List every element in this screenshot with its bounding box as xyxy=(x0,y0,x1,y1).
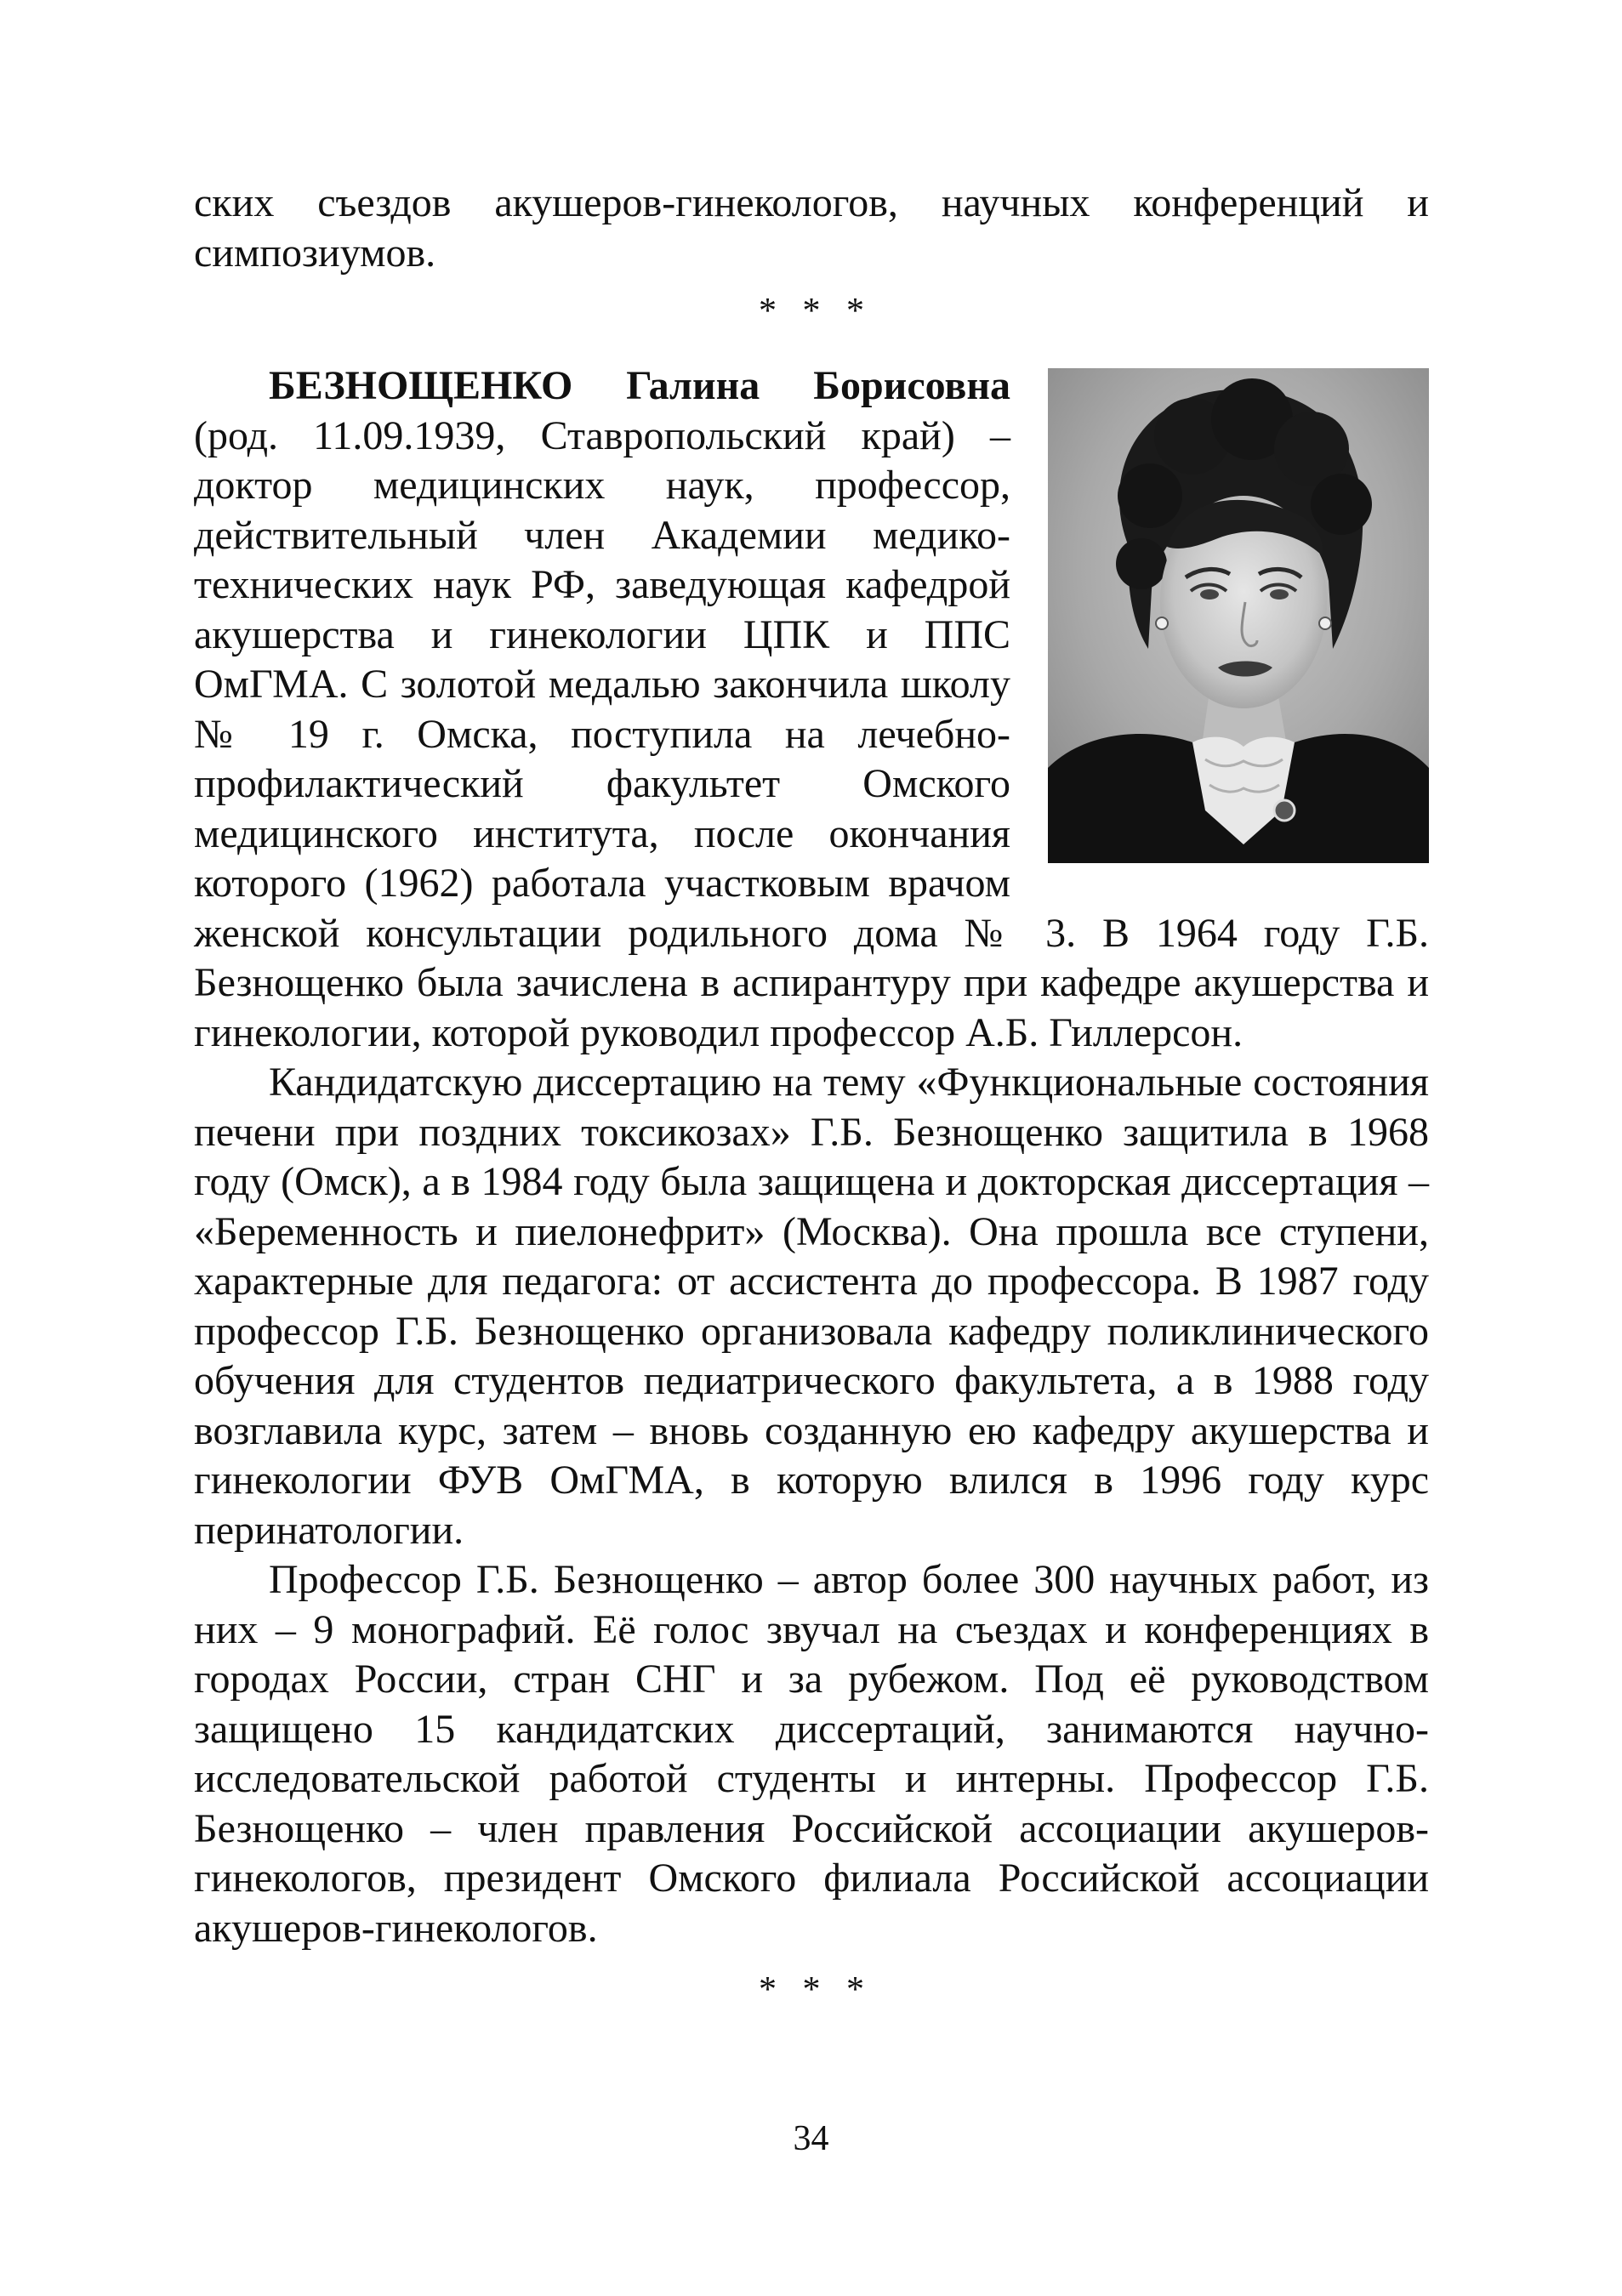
portrait-photo xyxy=(1048,368,1429,863)
biography-paragraph-2: Кандидатскую диссертацию на тему «Функциональные состояния печени при поздних токсикозах» Г.Б. Безнощенко защитила в 1968 году (Омск), а в 1984 году была защищена и докторская диссертация – «Беременность и пиелонефрит» (Москва). Она прошла все ступени, характерные для педагога: от ассистента до профессора. В 1987 году профессор Г.Б. Безнощенко организовала кафедру поликлинического обучения для студентов педиатрического факультета, а в 1988 году возглавила курс, затем – вновь созданную ею кафедру акушерства и гинекологии ФУВ ОмГМА, в которую влился в 1996 году курс перинатологии. xyxy=(194,1060,1429,1553)
biography-paragraph-3: Профессор Г.Б. Безнощенко – автор более 300 научных работ, из них – 9 монографий. Её голос звучал на съездах и конференциях в городах России, стран СНГ и за рубежом. Под её руководством защищено 15 кандидатских диссертаций, занимаются научно-исследовательской работой студенты и интерны. Профессор Г.Б. Безнощенко – член правления Российской ассоциации акушеров-гинекологов, президент Омского филиала Российской ассоциации акушеров-гинекологов. xyxy=(194,1557,1429,1951)
intro-paragraph: ских съездов акушеров-гинекологов, научных конференций и симпозиумов. xyxy=(194,180,1429,276)
portrait-photo-icon xyxy=(1048,368,1429,863)
biography-lead-text: (род. 11.09.1939, Ставропольский край) – доктор медицинских наук, профессор, действительный член Академии медико-технических наук РФ, заведующая кафедрой акушерства и гинекологии ЦПК и ППС ОмГМА. С золотой медалью закончила школу № 19 г. Омска, поступила на лечебно-профилактический факультет Омского медицинского института, после окончания которого (1962) работала участковым врачом женской консультации родильного дома № 3. В 1964 году Г.Б. Безнощенко была зачислена в аспирантуру при кафедре акушерства и гинекологии, которой руководил профессор А.Б. Гиллерсон. xyxy=(194,412,1429,1055)
section-separator-bottom: * * * xyxy=(759,1970,873,2009)
section-separator-top: * * * xyxy=(759,292,873,331)
page-number: 34 xyxy=(793,2119,829,2158)
person-name: БЕЗНОЩЕНКО Галина Борисовна xyxy=(269,363,1010,408)
page-body xyxy=(194,179,1429,2021)
